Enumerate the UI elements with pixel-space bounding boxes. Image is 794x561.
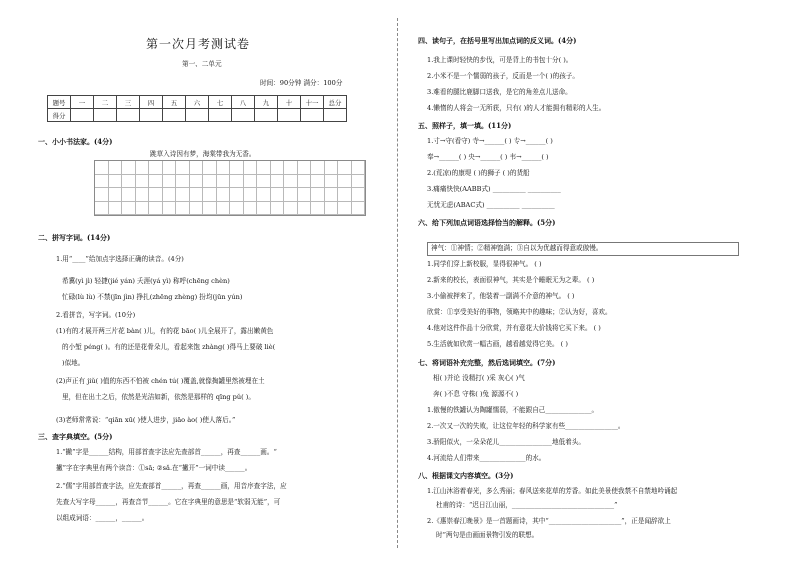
score-header-row	[48, 96, 347, 109]
section-5-heading: 五、照样子，填一填。(11分)	[418, 121, 512, 130]
text-line: 2.一次又一次的失败，让这位年轻的科学家有些________________。	[427, 422, 625, 430]
text-line: 的小堑 péng( )。有的还是花骨朵儿，看起来饱 zhàng( )得马上要破 liè(	[62, 343, 276, 351]
score-cell: 八	[232, 96, 255, 109]
text-line: 相( )并论 没精打( )采 灰心( )气	[433, 374, 525, 382]
text-line: 5.生活就如欣赏一幅古画，越看越觉得它美。 ( )	[427, 340, 568, 348]
column-divider	[397, 18, 399, 548]
score-cell: 二	[94, 96, 117, 109]
text-line: 2.《惠崇春江晚景》是一首题画诗，其中“______________________”，正是闻辞欲上	[427, 517, 671, 525]
score-cell: 七	[209, 96, 232, 109]
score-cell: 五	[163, 96, 186, 109]
section-8-heading: 八、根据课文内容填空。(3分)	[418, 471, 514, 480]
page-title: 第一次月考测试卷	[146, 37, 251, 51]
section-3-heading: 三、查字典填空。(5分)	[38, 432, 113, 441]
text-line: 奔( )不息 守株( )兔 源源不( )	[433, 390, 519, 398]
score-cell: 三	[117, 96, 140, 109]
score-value-row	[48, 109, 347, 122]
text-line: (3)老师常常说：“qiān xū( )使人进步，jiāo ào( )使人落后。”	[56, 416, 236, 424]
score-cell: 十一	[301, 96, 324, 109]
text-line: 2.(荒凉)的康堤 ( )的狮子 ( )的货船	[427, 169, 530, 177]
section-1-heading: 一、小小书法家。(4分)	[38, 137, 113, 146]
text-line: 1.“撇”字是______结构，用部首查字法应先查部首______，再查______画。“	[56, 448, 277, 456]
section-4-heading: 四、读句子，在括号里写出加点词的反义词。(4分)	[418, 36, 577, 45]
text-line: 1.同学们穿上新校服，显得很神气。 ( )	[427, 260, 542, 268]
score-cell: 四	[140, 96, 163, 109]
calligraphy-prompt: 跳草入诗因有梦，海棠带我为无香。	[150, 150, 256, 158]
section-2-heading: 二、拼写字词。(14分)	[38, 233, 111, 242]
text-line: (1)有的才展开两三片花 bàn( )儿，有的花 bāo( )儿全展开了，露出嫩黄色	[56, 327, 274, 335]
text-line: 4.懒惰的人将会一无所获，只有( )的人才能拥有精彩的人生。	[427, 104, 606, 112]
score-table	[47, 95, 347, 122]
text-line: 以组成词语：______，______。	[56, 514, 149, 522]
score-cell: 得分	[48, 109, 71, 122]
text-line: 1.用“____”给加点字选择正确的读音。(4分)	[56, 255, 184, 263]
text-line: 杜甫的诗：“迟日江山丽，_______________________________”	[436, 501, 618, 509]
text-line: 1.江山沐浴着春光，多么秀丽；春风送来花草的芳香。如此美景使我禁不自禁地吟诵起	[427, 487, 678, 495]
text-line: 2.新来的校长，表面很神气，其实是个睡眠无为之辈。 ( )	[427, 276, 595, 284]
text-line: 时”两句是由画面景物引发的联想。	[436, 531, 539, 539]
exam-meta: 时间：90分钟 满分：100分	[260, 79, 343, 87]
text-line: 3.小偷被押来了，他装着一副满不介意的神气。 ( )	[427, 292, 575, 300]
score-cell: 六	[186, 96, 209, 109]
text-line: 里，但在出土之后，依然是光洁如新，依然是那样的 qīng pǔ( )。	[62, 393, 255, 401]
text-line: 4.河流给人们带来______________的水。	[427, 454, 546, 462]
text-line: )似地。	[62, 359, 85, 367]
text-line: 忙碌(lù lù) 不禁(jīn jìn) 挣扎(zhēng zhèng) 扮均(jūn yún)	[62, 293, 243, 301]
score-cell: 总分	[324, 96, 347, 109]
text-line: 神气：①神情；②精神饱满；③自以为优越而得意或傲慢。	[431, 244, 603, 252]
text-line: 先查大写字母______，再查音节______。它在字典里的意思是“软弱无能”，可	[56, 498, 281, 506]
text-line: 3.难看的腿比鹿脚口送我，是它的角差点儿送命。	[427, 88, 572, 96]
score-cell: 九	[255, 96, 278, 109]
score-cell: 十	[278, 96, 301, 109]
page-subtitle: 第一、二单元	[182, 60, 222, 68]
text-line: 4.他对这件作品十分欣赏，并有意花大价钱将它买下来。 ( )	[427, 324, 601, 332]
calligraphy-grid	[94, 160, 366, 216]
text-line: 希冀(yì jì) 轻捷(jié yán) 夭涯(yá yì) 称呼(chēng chèn)	[62, 277, 230, 285]
text-line: 1.寸→守(看守) 寺→______( ) 专→______( )	[427, 137, 553, 145]
text-line: 3.骄阳似火，一朵朵花儿________________地低着头。	[427, 438, 585, 446]
text-line: 撇”字在字典里有两个读音：①sā; ②sǎ.在“撇开”一词中读______。	[56, 464, 252, 472]
text-line: 3.痛痛快快(AABB式) __________ __________	[427, 185, 561, 193]
text-line: 2.“儒”字用部首查字法，应先查部首______，再查______画，用音序查字法，应	[56, 482, 287, 490]
text-line: 无忧无虑(ABAC式) __________ __________	[427, 201, 555, 209]
text-line: 1.傲慢的铁罐认为陶罐懦弱，不能跟自己______________。	[427, 406, 599, 414]
text-line: 2.小米不是一个懦弱的孩子，反而是一个( )的孩子。	[427, 72, 579, 80]
text-line: (2)声正有 jiǔ( )值的东西不怕被 chén tú( )覆盖,就像掏罐里然被埋在土	[56, 377, 265, 385]
score-cell: 题号	[48, 96, 71, 109]
section-7-heading: 七、将词语补充完整，然后选词填空。(7分)	[418, 358, 556, 367]
section-6-heading: 六、给下列加点词语选择恰当的解释。(5分)	[418, 218, 556, 227]
score-cell: 一	[71, 96, 94, 109]
text-line: 欣赏：①享受美好的事物，领略其中的趣味；②认为好，喜欢。	[427, 308, 612, 316]
text-line: 奉→______( ) 央→______( ) 韦→______( )	[427, 153, 549, 161]
text-line: 1.我上课时轻快的步伐，可是背上的书包十分( )。	[427, 56, 573, 64]
text-line: 2.看拼音，写字词。(10分)	[56, 311, 136, 319]
